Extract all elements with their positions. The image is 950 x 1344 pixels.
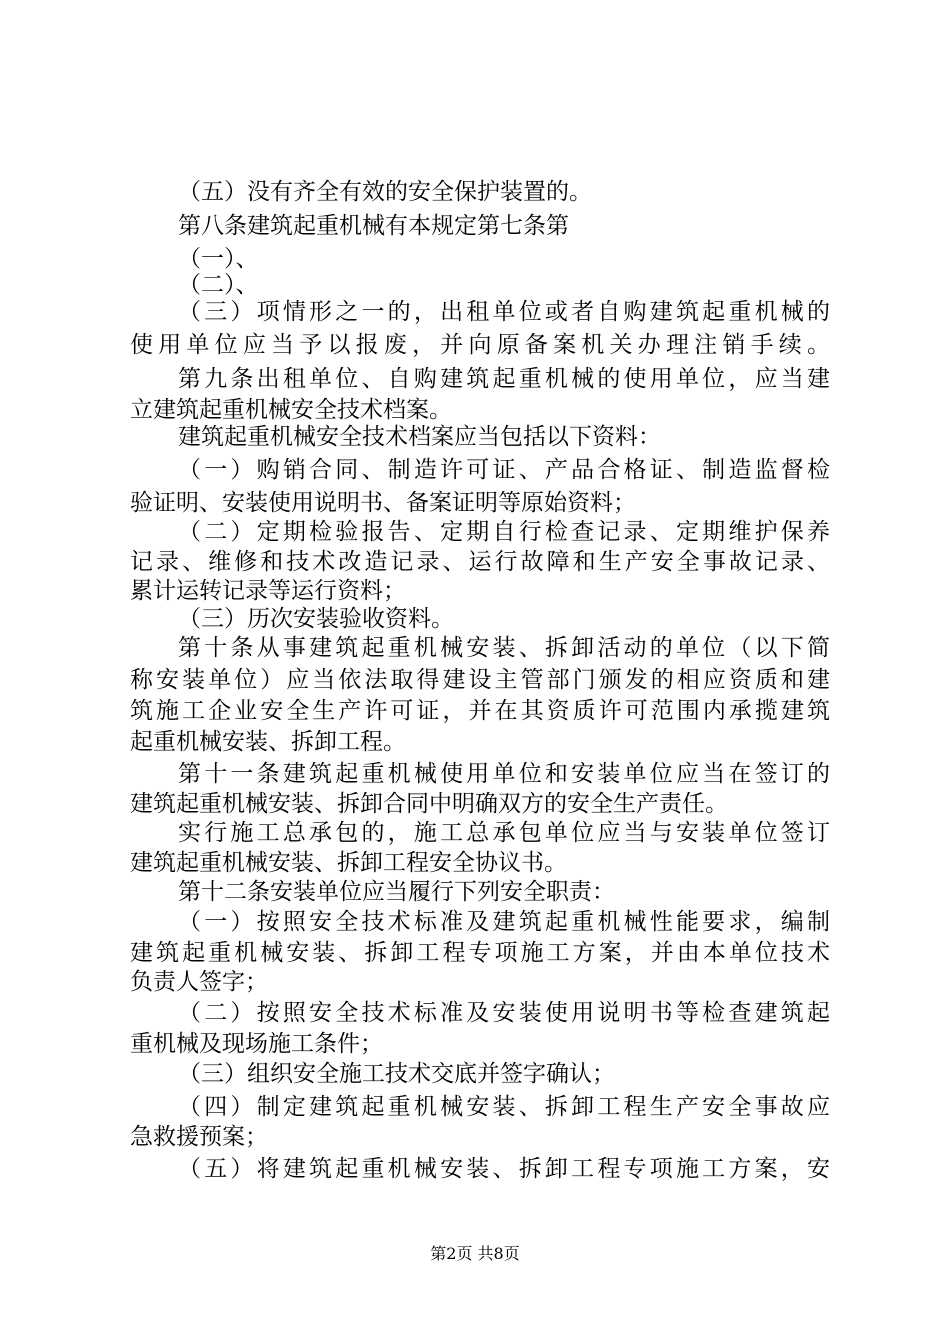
text-line: （二）、: [178, 272, 259, 298]
text-line: 建筑起重机械安装、拆卸合同中明确双方的安全生产责任。: [130, 791, 728, 817]
text-line: 筑施工企业安全生产许可证，并在其资质许可范围内承揽建筑: [130, 698, 830, 724]
text-line: 建筑起重机械安装、拆卸工程专项施工方案，并由本单位技术: [130, 940, 830, 966]
text-line: （四）制定建筑起重机械安装、拆卸工程生产安全事故应: [178, 1094, 830, 1120]
text-line: （一）按照安全技术标准及建筑起重机械性能要求，编制: [178, 909, 830, 935]
text-line: （三）组织安全施工技术交底并签字确认；: [178, 1061, 615, 1087]
text-line: 第八条建筑起重机械有本规定第七条第: [178, 213, 569, 239]
page-number-footer: 第2页 共8页: [430, 1244, 520, 1263]
text-line: 称安装单位）应当依法取得建设主管部门颁发的相应资质和建: [130, 667, 830, 693]
text-line: 建筑起重机械安装、拆卸工程安全协议书。: [130, 850, 567, 876]
text-line: 急救援预案；: [130, 1124, 268, 1150]
text-line: 起重机械安装、拆卸工程。: [130, 729, 406, 755]
text-line: 建筑起重机械安全技术档案应当包括以下资料：: [178, 424, 661, 450]
text-line: 第十条从事建筑起重机械安装、拆卸活动的单位（以下简: [178, 635, 830, 661]
text-line: 负责人签字；: [130, 969, 268, 995]
text-line: 重机械及现场施工条件；: [130, 1031, 383, 1057]
text-line: 第十一条建筑起重机械使用单位和安装单位应当在签订的: [178, 761, 830, 787]
text-line: （五）将建筑起重机械安装、拆卸工程专项施工方案，安: [178, 1156, 830, 1182]
text-line: 第十二条安装单位应当履行下列安全职责：: [178, 879, 615, 905]
text-line: （一）、: [178, 246, 259, 272]
text-line: 实行施工总承包的，施工总承包单位应当与安装单位签订: [178, 820, 830, 846]
text-line: 第九条出租单位、自购建筑起重机械的使用单位，应当建: [178, 366, 830, 392]
text-line: （二）按照安全技术标准及安装使用说明书等检查建筑起: [178, 1000, 830, 1026]
text-line: 使用单位应当予以报废，并向原备案机关办理注销手续。: [130, 332, 830, 358]
text-line: （三）项情形之一的，出租单位或者自购建筑起重机械的: [178, 299, 830, 325]
text-line: 立建筑起重机械安全技术档案。: [130, 397, 452, 423]
text-line: 累计运转记录等运行资料；: [130, 578, 406, 604]
text-line: （三）历次安装验收资料。: [178, 606, 454, 632]
text-line: （五）没有齐全有效的安全保护装置的。: [178, 179, 592, 205]
text-line: 记录、维修和技术改造记录、运行故障和生产安全事故记录、: [130, 549, 830, 575]
text-line: （一）购销合同、制造许可证、产品合格证、制造监督检: [178, 457, 830, 483]
text-line: （二）定期检验报告、定期自行检查记录、定期维护保养: [178, 519, 830, 545]
text-line: 验证明、安装使用说明书、备案证明等原始资料；: [130, 490, 636, 516]
